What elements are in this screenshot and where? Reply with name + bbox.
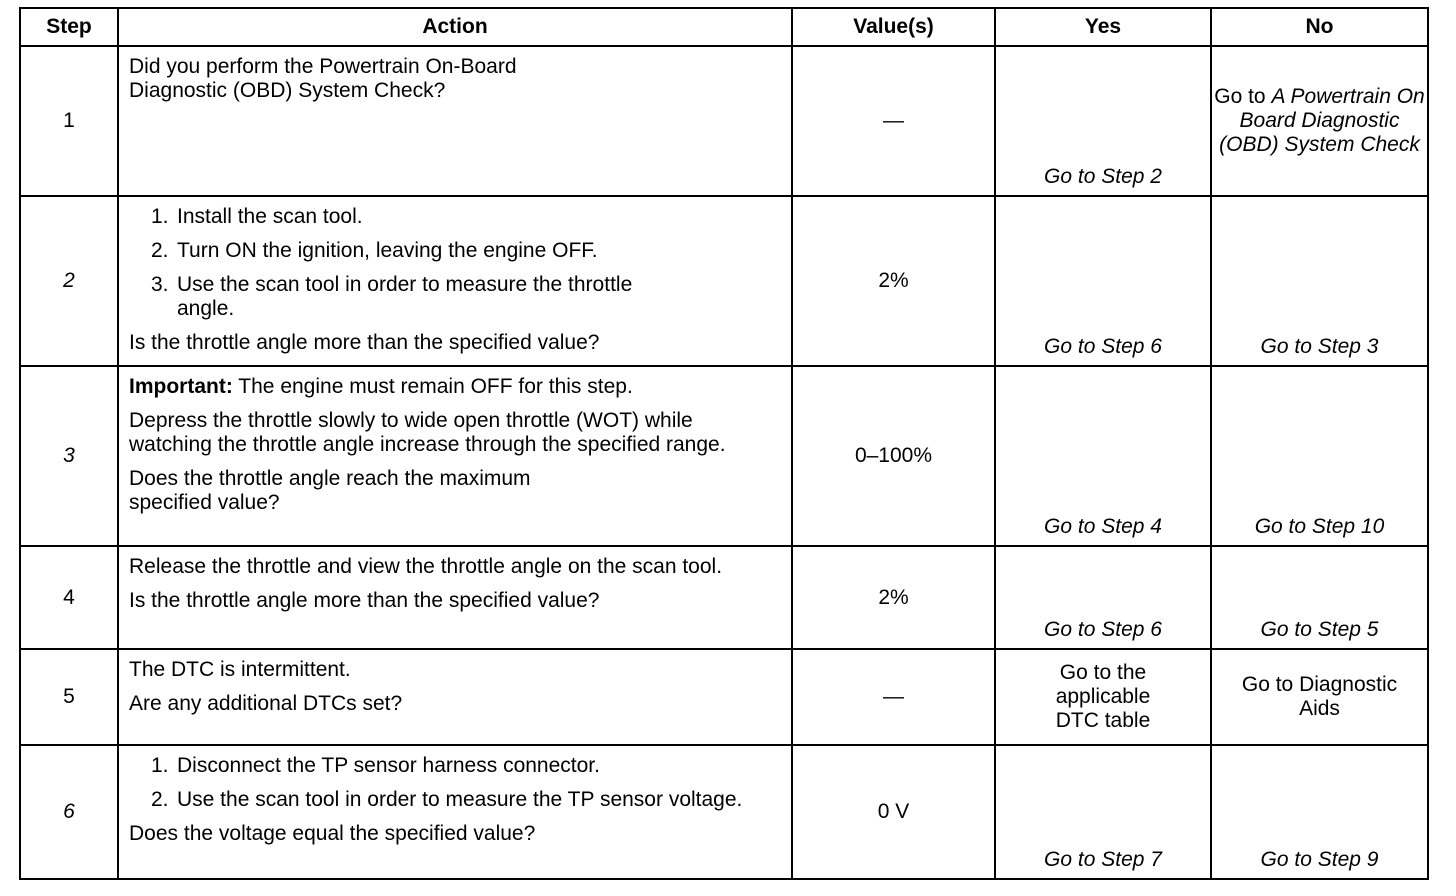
no-link[interactable]: Go to Step 10 xyxy=(1211,366,1428,546)
yes-link[interactable]: Go to Step 4 xyxy=(995,366,1211,546)
action-text: Did you perform the Powertrain On-Board Diagnostic (OBD) System Check? xyxy=(129,55,517,102)
value-cell: — xyxy=(792,46,995,196)
table-row xyxy=(20,366,1428,546)
list-item: 2. Use the scan tool in order to measure the TP sensor voltage. xyxy=(151,788,743,811)
no-cell[interactable] xyxy=(1211,46,1428,196)
list-item: 1. Install the scan tool. xyxy=(151,205,363,228)
table-row xyxy=(20,546,1428,649)
action-question: Are any additional DTCs set? xyxy=(129,692,403,715)
value-cell: 0 V xyxy=(792,745,995,879)
table-row xyxy=(20,46,1428,196)
table-row xyxy=(20,745,1428,879)
value-cell: 0–100% xyxy=(792,366,995,546)
value-cell: — xyxy=(792,649,995,745)
table-row xyxy=(20,649,1428,745)
action-question: Does the throttle angle reach the maximum specified value? xyxy=(129,467,531,514)
header-values: Value(s) xyxy=(792,8,995,46)
diagnostic-table xyxy=(19,7,1429,880)
yes-link[interactable]: Go to Step 2 xyxy=(1044,165,1162,188)
action-question: Is the throttle angle more than the specified value? xyxy=(129,589,600,612)
step-number: 1 xyxy=(20,46,118,196)
no-link[interactable]: Go to Step 5 xyxy=(1211,546,1428,649)
value-cell: 2% xyxy=(792,196,995,366)
action-list xyxy=(151,205,781,321)
yes-link[interactable]: Go to Step 6 xyxy=(995,546,1211,649)
action-cell xyxy=(118,46,792,196)
table-row xyxy=(20,196,1428,366)
important-note: Important: The engine must remain OFF for this step. xyxy=(129,375,633,398)
action-cell xyxy=(118,649,792,745)
important-label: Important: xyxy=(129,375,233,398)
action-cell xyxy=(118,196,792,366)
header-action: Action xyxy=(118,8,792,46)
yes-link[interactable]: Go to Step 7 xyxy=(995,745,1211,879)
no-link[interactable]: Go to Diagnostic Aids xyxy=(1211,649,1428,745)
yes-link[interactable]: Go to Step 6 xyxy=(995,196,1211,366)
step-number: 6 xyxy=(20,745,118,879)
no-link[interactable]: Go to Step 3 xyxy=(1211,196,1428,366)
action-text: Depress the throttle slowly to wide open throttle (WOT) while watching the throttle angle increase through the specified range. xyxy=(129,409,726,456)
no-prefix: Go to xyxy=(1214,85,1272,108)
step-number: 5 xyxy=(20,649,118,745)
header-yes: Yes xyxy=(995,8,1211,46)
action-text: Release the throttle and view the throttle angle on the scan tool. xyxy=(129,555,723,578)
step-number: 2 xyxy=(20,196,118,366)
list-item: 2. Turn ON the ignition, leaving the engine OFF. xyxy=(151,239,598,262)
action-cell xyxy=(118,366,792,546)
no-link[interactable]: A Powertrain On Board Diagnostic (OBD) System Check xyxy=(1219,85,1425,156)
list-item: 1. Disconnect the TP sensor harness connector. xyxy=(151,754,600,777)
action-cell xyxy=(118,745,792,879)
step-number: 4 xyxy=(20,546,118,649)
header-step: Step xyxy=(20,8,118,46)
action-question: Is the throttle angle more than the specified value? xyxy=(129,331,600,354)
value-cell: 2% xyxy=(792,546,995,649)
action-question: Does the voltage equal the specified value? xyxy=(129,822,536,845)
header-row xyxy=(20,8,1428,46)
step-number: 3 xyxy=(20,366,118,546)
header-no: No xyxy=(1211,8,1428,46)
action-cell xyxy=(118,546,792,649)
yes-cell[interactable] xyxy=(995,46,1211,196)
action-list xyxy=(151,754,781,812)
action-text: The DTC is intermittent. xyxy=(129,658,351,681)
no-link[interactable]: Go to Step 9 xyxy=(1211,745,1428,879)
list-item: 3. Use the scan tool in order to measure the throttle angle. xyxy=(151,273,633,320)
yes-link[interactable]: Go to the applicable DTC table xyxy=(995,649,1211,745)
